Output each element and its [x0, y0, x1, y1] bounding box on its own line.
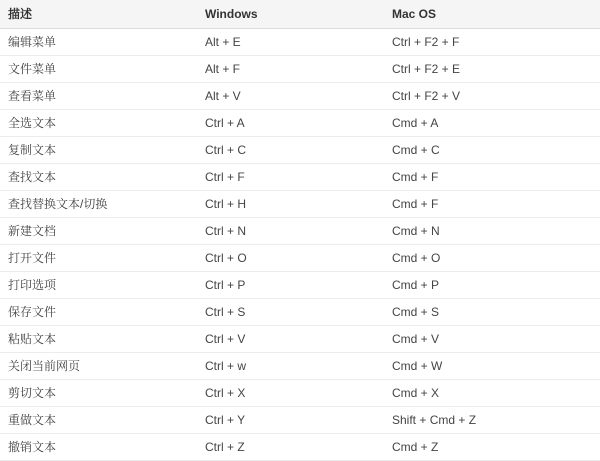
cell-description: 查找替换文本/切换 [0, 191, 197, 218]
cell-windows-shortcut: Ctrl + C [197, 137, 384, 164]
table-row [0, 29, 600, 56]
cell-description: 保存文件 [0, 299, 197, 326]
table-header [0, 0, 600, 29]
cell-windows-shortcut: Ctrl + A [197, 110, 384, 137]
cell-windows-shortcut: Alt + E [197, 29, 384, 56]
cell-windows-shortcut: Alt + V [197, 83, 384, 110]
table-row [0, 434, 600, 461]
cell-windows-shortcut: Ctrl + P [197, 272, 384, 299]
cell-description: 重做文本 [0, 407, 197, 434]
cell-windows-shortcut: Ctrl + Z [197, 434, 384, 461]
cell-description: 文件菜单 [0, 56, 197, 83]
cell-macos-shortcut: Ctrl + F2 + F [384, 29, 600, 56]
cell-macos-shortcut: Cmd + A [384, 110, 600, 137]
cell-windows-shortcut: Ctrl + F [197, 164, 384, 191]
cell-description: 查找文本 [0, 164, 197, 191]
cell-description: 查看菜单 [0, 83, 197, 110]
cell-windows-shortcut: Ctrl + w [197, 353, 384, 380]
table-row [0, 83, 600, 110]
column-header-macos: Mac OS [384, 0, 600, 29]
table-row [0, 380, 600, 407]
table-row [0, 353, 600, 380]
cell-description: 剪切文本 [0, 380, 197, 407]
cell-description: 编辑菜单 [0, 29, 197, 56]
cell-macos-shortcut: Cmd + O [384, 245, 600, 272]
cell-macos-shortcut: Cmd + C [384, 137, 600, 164]
table-row [0, 164, 600, 191]
table-header-row [0, 0, 600, 29]
column-header-description: 描述 [0, 0, 197, 29]
cell-windows-shortcut: Ctrl + V [197, 326, 384, 353]
cell-windows-shortcut: Alt + F [197, 56, 384, 83]
cell-macos-shortcut: Cmd + W [384, 353, 600, 380]
cell-windows-shortcut: Ctrl + N [197, 218, 384, 245]
table-row [0, 110, 600, 137]
cell-windows-shortcut: Ctrl + X [197, 380, 384, 407]
cell-macos-shortcut: Cmd + N [384, 218, 600, 245]
table-row [0, 137, 600, 164]
cell-description: 打印选项 [0, 272, 197, 299]
cell-macos-shortcut: Cmd + V [384, 326, 600, 353]
cell-windows-shortcut: Ctrl + S [197, 299, 384, 326]
table-row [0, 218, 600, 245]
cell-macos-shortcut: Shift + Cmd + Z [384, 407, 600, 434]
table-row [0, 407, 600, 434]
cell-description: 撤销文本 [0, 434, 197, 461]
cell-macos-shortcut: Cmd + X [384, 380, 600, 407]
cell-macos-shortcut: Cmd + S [384, 299, 600, 326]
cell-windows-shortcut: Ctrl + O [197, 245, 384, 272]
cell-macos-shortcut: Ctrl + F2 + E [384, 56, 600, 83]
cell-macos-shortcut: Cmd + F [384, 164, 600, 191]
cell-macos-shortcut: Cmd + P [384, 272, 600, 299]
cell-description: 关闭当前网页 [0, 353, 197, 380]
column-header-windows: Windows [197, 0, 384, 29]
cell-description: 全选文本 [0, 110, 197, 137]
cell-description: 新建文档 [0, 218, 197, 245]
table-row [0, 56, 600, 83]
table-row [0, 191, 600, 218]
cell-macos-shortcut: Cmd + F [384, 191, 600, 218]
table-row [0, 299, 600, 326]
cell-windows-shortcut: Ctrl + H [197, 191, 384, 218]
cell-windows-shortcut: Ctrl + Y [197, 407, 384, 434]
table-row [0, 245, 600, 272]
cell-description: 打开文件 [0, 245, 197, 272]
table-body [0, 29, 600, 461]
cell-description: 复制文本 [0, 137, 197, 164]
table-row [0, 326, 600, 353]
table-row [0, 272, 600, 299]
cell-macos-shortcut: Cmd + Z [384, 434, 600, 461]
cell-description: 粘贴文本 [0, 326, 197, 353]
cell-macos-shortcut: Ctrl + F2 + V [384, 83, 600, 110]
